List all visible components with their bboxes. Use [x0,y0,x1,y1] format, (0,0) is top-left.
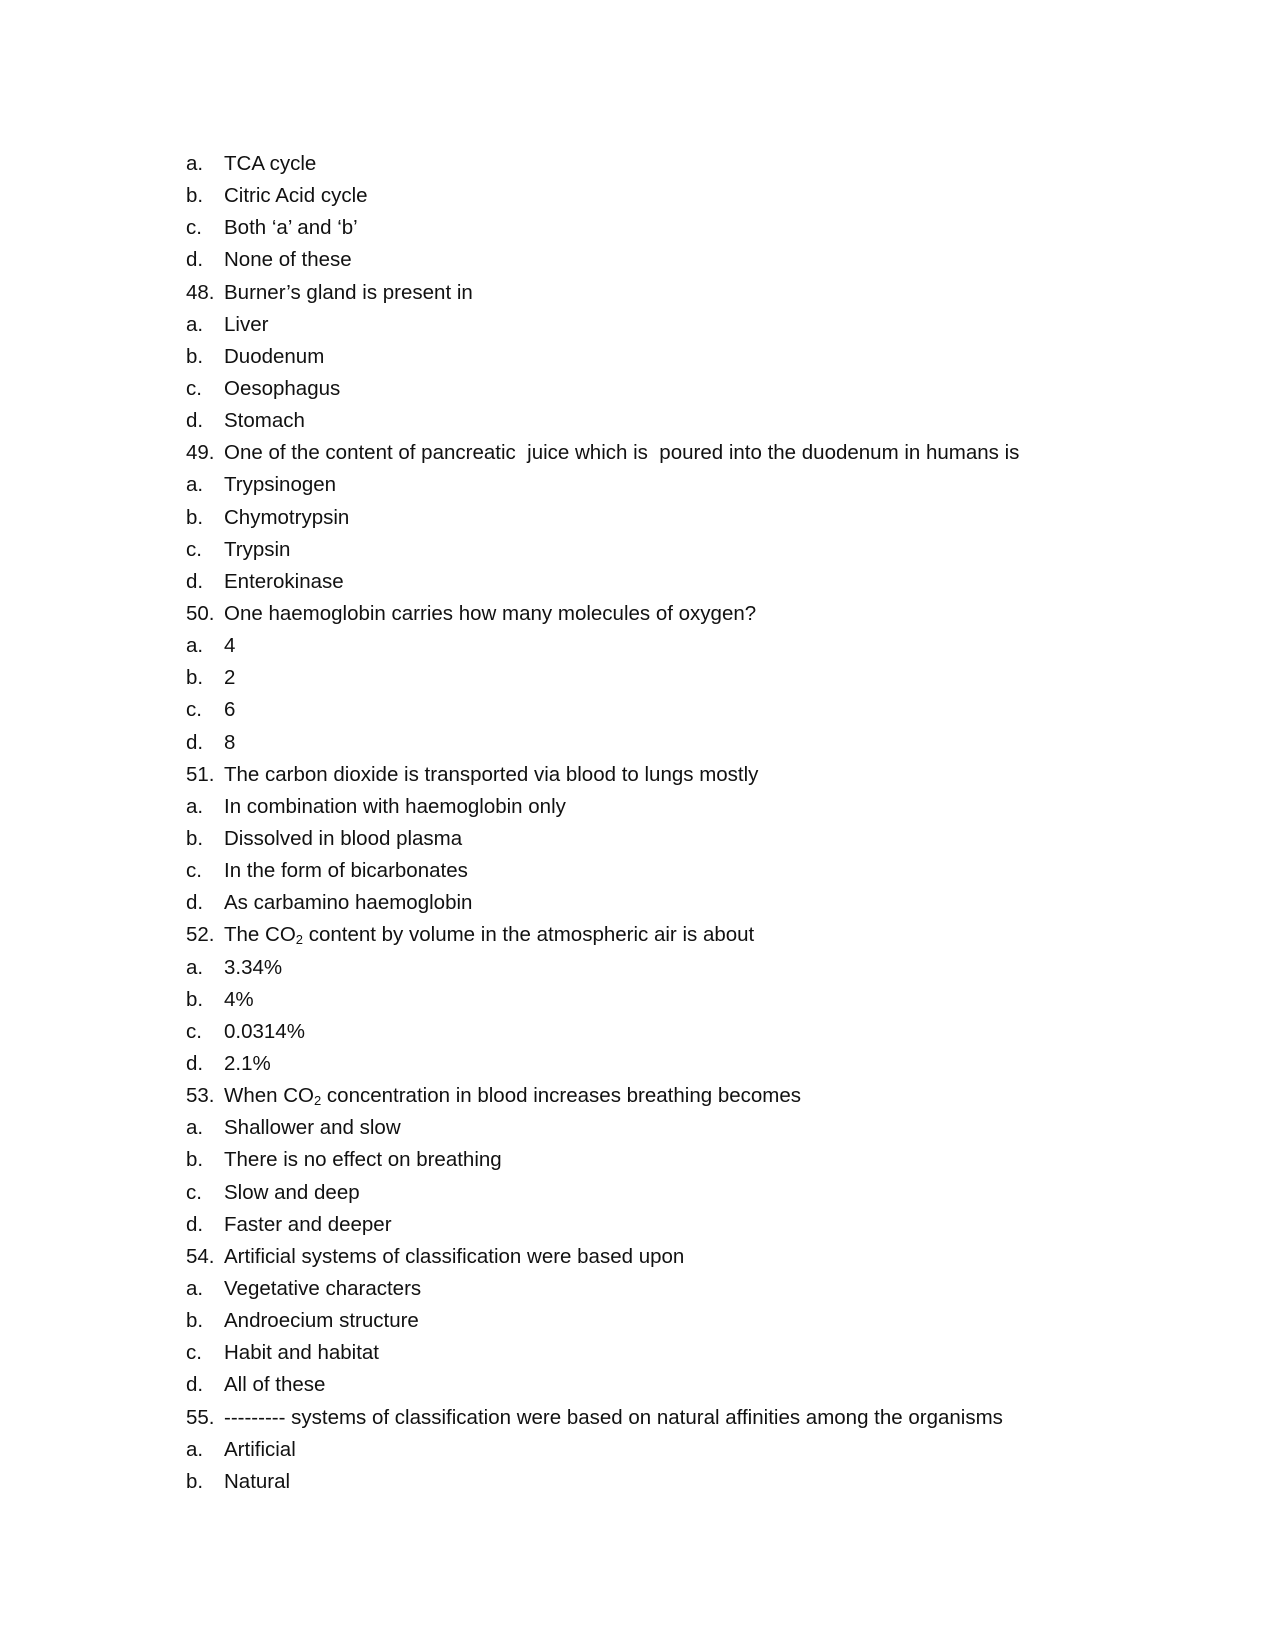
option-letter: c. [186,216,202,240]
option-line [186,887,1086,919]
question-text: Burner’s gland is present in [224,280,473,304]
question-list [186,148,1086,1498]
option-line [186,984,1086,1016]
option-letter: d. [186,730,204,754]
option-text: Trypsin [224,537,291,561]
option-text: 2.1% [224,1052,271,1075]
option-line [186,662,1086,694]
question-text: The carbon dioxide is transported via blood to lungs mostly [224,762,759,786]
option-text: Both ‘a’ and ‘b’ [224,216,358,240]
option-text: Shallower and slow [224,1116,401,1140]
option-letter: b. [186,1148,204,1172]
option-line [186,1016,1086,1048]
option-letter: d. [186,1373,204,1397]
option-letter: c. [186,1341,202,1365]
option-line [186,1305,1086,1337]
option-line [186,148,1086,180]
option-line [186,855,1086,887]
option-text: As carbamino haemoglobin [224,891,473,915]
question-line [186,919,1086,951]
option-line [186,694,1086,726]
option-text: 4 [224,634,236,658]
option-text: 6 [224,698,236,722]
option-line [186,502,1086,534]
question-number: 55. [186,1405,215,1429]
question-number: 52. [186,923,215,947]
option-line [186,1048,1086,1080]
question-line [186,277,1086,309]
option-letter: b. [186,1309,204,1333]
text-segment: The CO [224,923,296,947]
option-text: None of these [224,248,352,272]
option-line [186,952,1086,984]
option-text: Faster and deeper [224,1212,392,1236]
option-text: Artificial [224,1437,296,1461]
option-line [186,1466,1086,1498]
subscript: 2 [295,932,304,948]
question-line [186,1241,1086,1273]
option-line [186,244,1086,276]
option-letter: c. [186,698,202,722]
option-letter: c. [186,1180,202,1204]
option-line [186,1112,1086,1144]
question-text: One of the content of pancreatic juice which is poured into the duodenum in humans is [224,441,1020,465]
question-line [186,1080,1086,1112]
option-letter: b. [186,344,204,368]
question-number: 50. [186,602,215,626]
option-line [186,566,1086,598]
question-text: Artificial systems of classification were based upon [224,1244,685,1268]
option-text: In the form of bicarbonates [224,859,468,883]
question-number: 51. [186,762,215,786]
option-letter: d. [186,1052,204,1075]
question-line [186,598,1086,630]
option-text: Trypsinogen [224,473,337,497]
option-letter: d. [186,248,204,272]
option-text: Duodenum [224,344,325,368]
option-text: Vegetative characters [224,1276,422,1300]
option-letter: c. [186,1019,202,1043]
option-text: All of these [224,1373,326,1397]
subscript: 2 [314,1093,322,1109]
option-letter: a. [186,152,204,176]
option-text: 3.34% [224,955,283,979]
option-text: Natural [224,1469,291,1493]
text-segment: When CO [224,1084,314,1108]
option-line [186,1144,1086,1176]
option-text: 2 [224,666,236,690]
option-text: Stomach [224,409,305,433]
option-line [186,212,1086,244]
option-letter: b. [186,184,204,208]
option-line [186,1337,1086,1369]
option-letter: a. [186,794,204,818]
option-line [186,341,1086,373]
question-line [186,437,1086,469]
option-line [186,823,1086,855]
option-letter: b. [186,666,204,690]
question-line [186,1401,1086,1433]
option-letter: b. [186,1469,204,1493]
option-letter: b. [186,987,204,1011]
option-text: Liver [224,312,269,336]
option-line [186,534,1086,566]
option-text: Chymotrypsin [224,505,350,529]
text-segment: content by volume in the atmospheric air is about [303,923,755,947]
option-letter: a. [186,473,204,497]
option-letter: c. [186,859,202,883]
option-line [186,373,1086,405]
option-line [186,309,1086,341]
option-line [186,405,1086,437]
option-letter: d. [186,1212,204,1236]
option-letter: a. [186,1116,204,1140]
option-letter: a. [186,312,204,336]
option-text: Enterokinase [224,569,344,593]
option-letter: b. [186,827,204,851]
option-line [186,1273,1086,1305]
option-letter: c. [186,537,202,561]
option-text: TCA cycle [224,152,317,176]
question-number: 49. [186,441,215,465]
option-text: Habit and habitat [224,1341,380,1365]
option-letter: d. [186,409,204,433]
option-letter: a. [186,634,204,658]
option-text: Citric Acid cycle [224,184,368,208]
option-line [186,630,1086,662]
text-segment: concentration in blood increases breathing becomes [321,1084,802,1108]
option-line [186,1209,1086,1241]
option-text: Oesophagus [224,377,341,401]
option-line [186,1369,1086,1401]
option-text: 0.0314% [224,1019,305,1043]
option-text: Dissolved in blood plasma [224,827,463,851]
option-text: 8 [224,730,236,754]
option-letter: a. [186,1437,204,1461]
option-text: Androecium structure [224,1309,419,1333]
question-text: One haemoglobin carries how many molecules of oxygen? [224,602,757,626]
option-line [186,1177,1086,1209]
question-line [186,759,1086,791]
option-letter: d. [186,569,204,593]
option-letter: a. [186,1276,204,1300]
question-number: 54. [186,1244,215,1268]
option-line [186,791,1086,823]
option-line [186,1434,1086,1466]
option-text: In combination with haemoglobin only [224,794,566,818]
option-text: Slow and deep [224,1180,360,1204]
question-text [224,1080,801,1112]
question-text: --------- systems of classification were based on natural affinities among the organisms [224,1405,1003,1429]
option-text: 4% [224,987,254,1011]
option-text: There is no effect on breathing [224,1148,502,1172]
option-letter: d. [186,891,204,915]
option-line [186,180,1086,212]
question-number: 53. [186,1084,215,1108]
question-number: 48. [186,280,215,304]
option-line [186,469,1086,501]
option-letter: b. [186,505,204,529]
option-line [186,727,1086,759]
question-text [224,919,754,951]
option-letter: c. [186,377,202,401]
option-letter: a. [186,955,204,979]
